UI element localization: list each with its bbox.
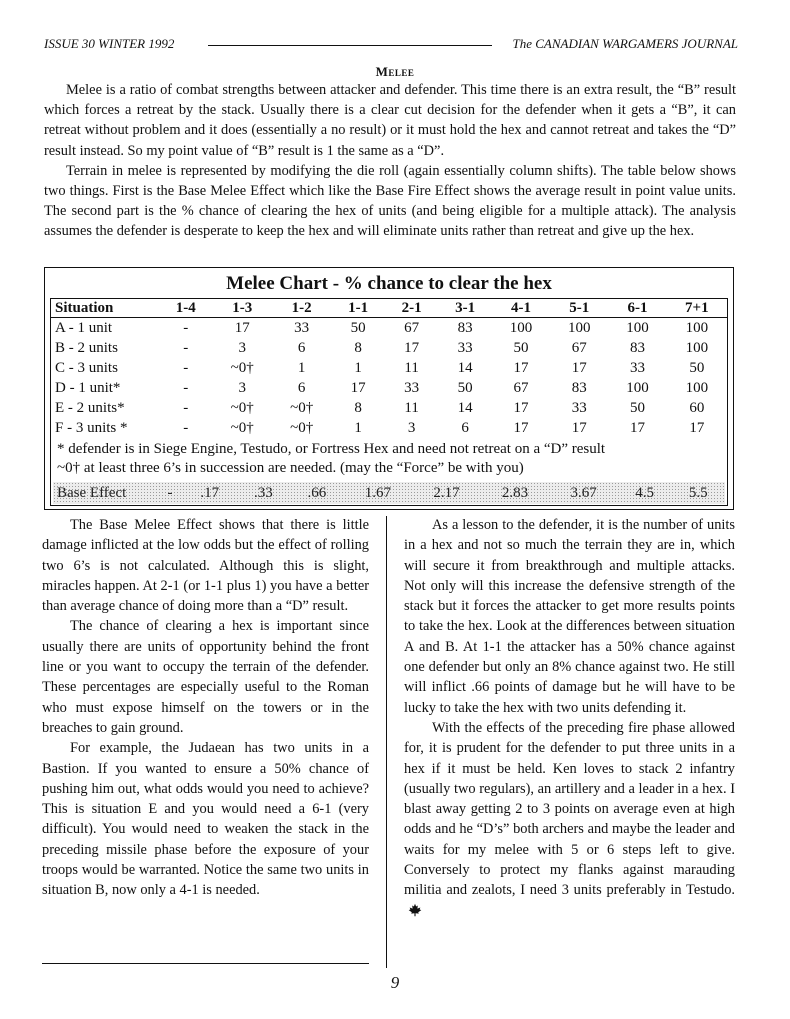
table-row: [51, 338, 727, 358]
table-cell: .66: [307, 484, 327, 501]
table-cell: 100: [626, 379, 649, 396]
table-cell: 3: [238, 379, 246, 396]
table-cell: 100: [685, 339, 709, 356]
body-paragraph: For example, the Judaean has two units in a Bastion. If you wanted to ensure a 50% chance of pushing him out, what odds would you need to achieve? This is situation E and you would need a 6-1 (very difficult). You would need to weaken the stack in the preceding missile phase before the exposure of your troops would be warranted. Notice the same two units in situation B, now only a 4-1 is needed.: [42, 740, 369, 899]
base-effect-row: [53, 482, 725, 504]
body-paragraph: As a lesson to the defender, it is the number of units in a hex and not so much the terrain they are in, which will secure it from breakthrough and multiple attacks. Not only will this increase the defensive strength of the stack but it forces the attacker to get more results points to take the hex. Look at the differences between situation A and B. At 1-1 the attacker has a 50% chance against one defender but only an 8% chance against two. He still will inflict .66 points of damage but he will have to be lucky to take the hex with two units defending it.: [404, 517, 735, 716]
table-cell: 50: [689, 359, 705, 376]
column-header: 5-1: [550, 299, 608, 318]
table-cell: 67: [404, 319, 420, 336]
table-cell: 83: [571, 379, 587, 396]
table-cell: 33: [294, 319, 310, 336]
table-cell: 67: [571, 339, 587, 356]
table-cell: -: [183, 359, 189, 376]
column-header: 2-1: [385, 299, 438, 318]
table-cell: 17: [404, 339, 420, 356]
table-cell: 50: [457, 379, 473, 396]
table-cell: 8: [354, 399, 362, 416]
body-paragraph: [404, 718, 735, 921]
table-cell: 11: [404, 399, 419, 416]
table-cell: 17: [689, 419, 705, 436]
table-row: [51, 358, 727, 378]
table-cell: 3: [407, 419, 416, 436]
issue-label: ISSUE 30 WINTER 1992: [44, 36, 175, 51]
column-header: 3-1: [438, 299, 491, 318]
table-cell: 6: [297, 379, 306, 396]
table-cell: 3: [238, 339, 246, 356]
table-cell: 2.83: [501, 484, 529, 501]
table-cell: ~0†: [230, 399, 254, 416]
table-header-row: [51, 299, 727, 318]
table-cell: 17: [630, 419, 645, 436]
column-end-rule: [42, 963, 369, 964]
maple-leaf-icon: [408, 903, 422, 917]
table-cell: 33: [404, 379, 420, 396]
table-cell: ~0†: [230, 359, 254, 376]
table-row: [51, 318, 727, 339]
table-cell: ~0†: [290, 419, 314, 436]
column-header: 7+1: [667, 299, 727, 318]
table-cell: -: [167, 484, 173, 501]
column-header: 1-4: [159, 299, 212, 318]
column-header: 4-1: [492, 299, 550, 318]
table-cell: 8: [354, 339, 362, 356]
table-cell: 100: [567, 319, 591, 336]
table-cell: -: [183, 339, 189, 356]
table-cell: 4.5: [635, 484, 654, 501]
intro-paragraph: Terrain in melee is represented by modifying the die roll (again essentially column shifts). The table below shows two things. First is the Base Melee Effect which like the Base Fire Effect shows the average result in point value units. The second part is the % chance of clearing the hex of units (and being eligible for a multiple attack). The analysis assumes the defender is desperate to keep the hex and will eliminate units rather than retreat and give up the hex.: [44, 162, 736, 240]
intro-paragraph: Melee is a ratio of combat strengths between attacker and defender. This time there is an extra result, the “B” result which forces a retreat by the stack. Usually there is a clear cut decision for the defender when it gets a “B”, it can retreat without problem and it does (essentially a no result) or it must hold the hex and cannot retreat and takes the “D” result instead. So my point value of “B” result is 1 the same as a “D”.: [44, 82, 736, 159]
table-cell: -: [183, 419, 189, 436]
table-cell: 14: [457, 359, 473, 376]
left-column: [42, 515, 369, 901]
table-cell: 83: [630, 339, 645, 356]
column-header: 1-1: [331, 299, 384, 318]
table-cell: 17: [571, 419, 587, 436]
column-header: 6-1: [608, 299, 666, 318]
table-cell: 11: [404, 359, 419, 376]
table-cell: 83: [457, 319, 473, 336]
table-cell: 17: [350, 379, 366, 396]
table-cell: 100: [685, 319, 709, 336]
column-header: Situation: [51, 299, 159, 318]
table-cell: 100: [685, 379, 709, 396]
table-cell: B - 2 units: [55, 339, 118, 356]
table-cell: 67: [513, 379, 529, 396]
column-divider: [386, 516, 387, 968]
table-cell: 17: [234, 319, 250, 336]
table-cell: 60: [689, 399, 705, 416]
table-cell: C - 3 units: [55, 359, 118, 376]
table-cell: 50: [630, 399, 645, 416]
table-cell: 17: [513, 399, 529, 416]
table-cell: -: [183, 319, 189, 336]
column-header: 1-3: [212, 299, 271, 318]
running-header: [44, 34, 738, 54]
table-cell: 33: [571, 399, 587, 416]
table-cell: ~0†: [290, 399, 314, 416]
table-cell: 1: [297, 359, 306, 376]
table-cell: 100: [509, 319, 533, 336]
siege-footnote: * defender is in Siege Engine, Testudo, or Fortress Hex and need not retreat on a “D” result: [57, 441, 606, 457]
column-header: 1-2: [272, 299, 331, 318]
body-paragraph: The Base Melee Effect shows that there is little damage inflicted at the low odds but the effect of rolling two 6’s is not calculated. Although this is slight, miracles happen. At 2-1 (or 1-1 plus 1) you have a better than average chance of doing more than a “D” result.: [42, 517, 369, 615]
table-cell: 33: [457, 339, 473, 356]
chart-title: Melee Chart - % chance to clear the hex: [226, 273, 552, 294]
melee-table: [51, 299, 727, 438]
table-cell: 1: [354, 359, 362, 376]
table-cell: 17: [513, 359, 529, 376]
table-cell: 6: [297, 339, 306, 356]
intro-text: [44, 80, 736, 242]
table-cell: 17: [571, 359, 587, 376]
table-cell: 50: [350, 319, 366, 336]
table-row: [51, 378, 727, 398]
table-cell: 33: [630, 359, 645, 376]
table-cell: 1.67: [364, 484, 392, 501]
body-text: With the effects of the preceding fire phase allowed for, it is prudent for the defender to put three units in a hex if it must be held. Ken loves to stack 2 infantry (usually two regulars), an artillery and a leader in a hex. I blast away getting 2 to 3 points on average even at high odds and he “D’s” both archers and maybe the leader and waits for my melee with 5 or 6 steps left to give. Conversely to protect my flanks against marauding militia and zealots, I need 3 units preferably in Testudo.: [404, 719, 735, 899]
table-cell: E - 2 units*: [55, 399, 125, 416]
right-column: [404, 515, 735, 921]
table-cell: .17: [200, 484, 220, 501]
journal-title: The CANADIAN WARGAMERS JOURNAL: [512, 36, 738, 51]
table-cell: 2.17: [433, 484, 460, 501]
table-cell: 3.67: [570, 484, 597, 501]
table-row: [51, 398, 727, 418]
section-title: Melee: [375, 64, 415, 79]
table-cell: 5.5: [688, 484, 708, 501]
table-cell: 14: [457, 399, 473, 416]
table-cell: 17: [513, 419, 529, 436]
table-cell: ~0†: [230, 419, 254, 436]
table-cell: Base Effect: [57, 484, 127, 501]
header-rule: [208, 45, 492, 46]
table-cell: 50: [513, 339, 529, 356]
table-cell: -: [183, 379, 189, 396]
body-paragraph: The chance of clearing a hex is important since usually there are units of opportunity behind the front line or you want to occupy the terrain of the defender. These percentages are especially useful to the Roman who must expose himself on the towers or in the breaches to gain ground.: [42, 618, 369, 736]
table-cell: 1: [354, 419, 362, 436]
page-number: 9: [390, 973, 400, 992]
table-row: [51, 418, 727, 438]
table-cell: A - 1 unit: [55, 319, 113, 336]
melee-chart: [44, 267, 734, 510]
table-cell: 100: [626, 319, 649, 336]
table-cell: F - 3 units *: [55, 419, 128, 436]
table-cell: .33: [253, 484, 273, 501]
table-cell: -: [183, 399, 189, 416]
dagger-footnote: ~0† at least three 6’s in succession are needed. (may the “Force” be with you): [57, 460, 524, 476]
table-cell: 6: [461, 419, 469, 436]
chart-table-frame: [50, 298, 728, 506]
table-cell: D - 1 unit*: [55, 379, 121, 396]
